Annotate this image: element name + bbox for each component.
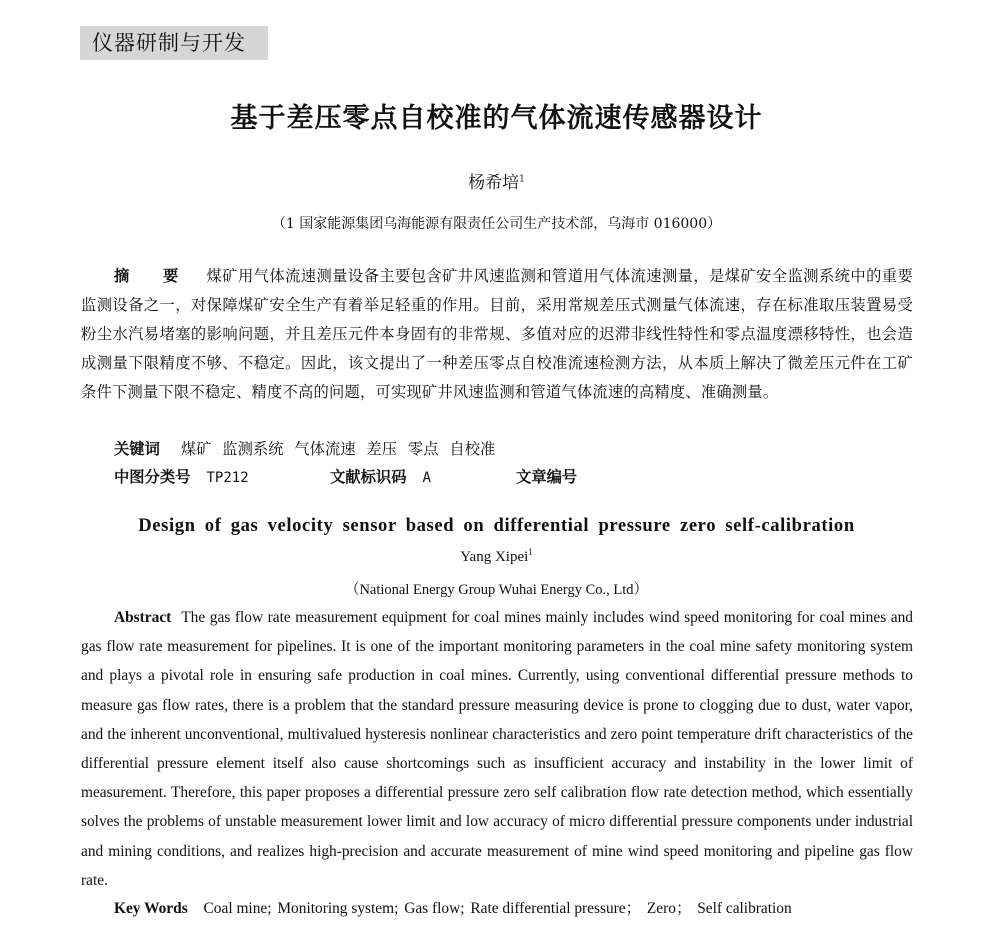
doc-code-value: A [422, 470, 431, 486]
chinese-keyword: 零点 [407, 440, 439, 458]
chinese-abstract-label: 摘 要 [114, 267, 193, 285]
chinese-keyword: 煤矿 [180, 440, 212, 458]
clc-group [114, 468, 249, 486]
english-abstract [81, 603, 913, 895]
english-keyword: Rate differential pressure； [470, 900, 642, 917]
english-author-affiliation-mark: 1 [528, 547, 533, 557]
chinese-keywords [114, 438, 501, 460]
chinese-author-name: 杨希培 [468, 173, 520, 193]
chinese-affiliation: （1 国家能源集团乌海能源有限责任公司生产技术部，乌海市 016000） [271, 216, 722, 232]
english-keyword: Coal mine; [203, 900, 272, 917]
english-author [0, 549, 993, 566]
chinese-keyword: 监测系统 [222, 440, 284, 458]
english-keyword: Monitoring system; [277, 900, 399, 917]
chinese-keyword: 差压 [366, 440, 398, 458]
chinese-author-affiliation-mark: 1 [519, 174, 525, 185]
english-affiliation: （National Energy Group Wuhai Energy Co., Ltd） [344, 582, 649, 598]
chinese-keywords-label: 关键词 [114, 440, 160, 458]
doc-code-group [330, 466, 431, 489]
article-number-group [516, 466, 593, 489]
clc-label: 中图分类号 [114, 468, 191, 486]
classification-line [114, 466, 578, 489]
chinese-abstract [81, 262, 913, 407]
doc-code-label: 文献标识码 [330, 468, 407, 486]
chinese-keyword: 自校准 [449, 440, 496, 458]
english-keyword: Self calibration [697, 900, 792, 917]
english-title: Design of gas velocity sensor based on differential pressure zero self-calibration [138, 515, 855, 536]
section-tag: 仪器研制与开发 [80, 26, 268, 60]
english-author-name: Yang Xipei [460, 549, 529, 565]
english-keywords [114, 897, 794, 921]
english-keyword: Zero； [646, 900, 692, 917]
chinese-abstract-text: 煤矿用气体流速测量设备主要包含矿井风速监测和管道用气体流速测量，是煤矿安全监测系统中的重要监测设备之一，对保障煤矿安全生产有着举足轻重的作用。目前，采用常规差压式测量气体流速，存在标准取压装置易受粉尘水汽易堵塞的影响问题，并且差压元件本身固有的非常规、多值对应的迟滞非线性特性和零点温度漂移特性，也会造成测量下限精度不够、不稳定。因此，该文提出了一种差压零点自校准流速检测方法，从本质上解决了微差压元件在工矿条件下测量下限不稳定、精度不高的问题，可实现矿井风速监测和管道气体流速的高精度、准确测量。 [81, 267, 913, 401]
chinese-keyword: 气体流速 [294, 440, 356, 458]
article-number-label: 文章编号 [516, 468, 578, 486]
chinese-title: 基于差压零点自校准的气体流速传感器设计 [230, 103, 763, 134]
english-abstract-label: Abstract [114, 609, 172, 626]
clc-value: TP212 [206, 470, 249, 486]
chinese-author [0, 168, 993, 193]
english-keywords-label: Key Words [114, 900, 188, 917]
english-abstract-text: The gas flow rate measurement equipment for coal mines mainly includes wind speed monitoring for coal mines and gas flow rate measurement for pipelines. It is one of the important monitoring parameters in the coal mine safety monitoring system and plays a pivotal role in ensuring safe production in coal mines. Currently, using conventional differential pressure methods to measure gas flow rates, there is a problem that the standard pressure measuring device is prone to clogging due to dust, water vapor, and the inherent unconventional, multivalued hysteresis nonlinear characteristics and zero point temperature drift characteristics of the differential pressure element itself also cause shortcomings such as insufficient accuracy and instability in the lower limit of measurement. Therefore, this paper proposes a differential pressure zero self calibration flow rate detection method, which essentially solves the problems of unstable measurement lower limit and low accuracy of micro differential pressure components under industrial and mining conditions, and realizes high-precision and accurate measurement of mine wind speed monitoring and pipeline gas flow rate. [81, 609, 913, 889]
english-keyword: Gas flow; [404, 900, 465, 917]
